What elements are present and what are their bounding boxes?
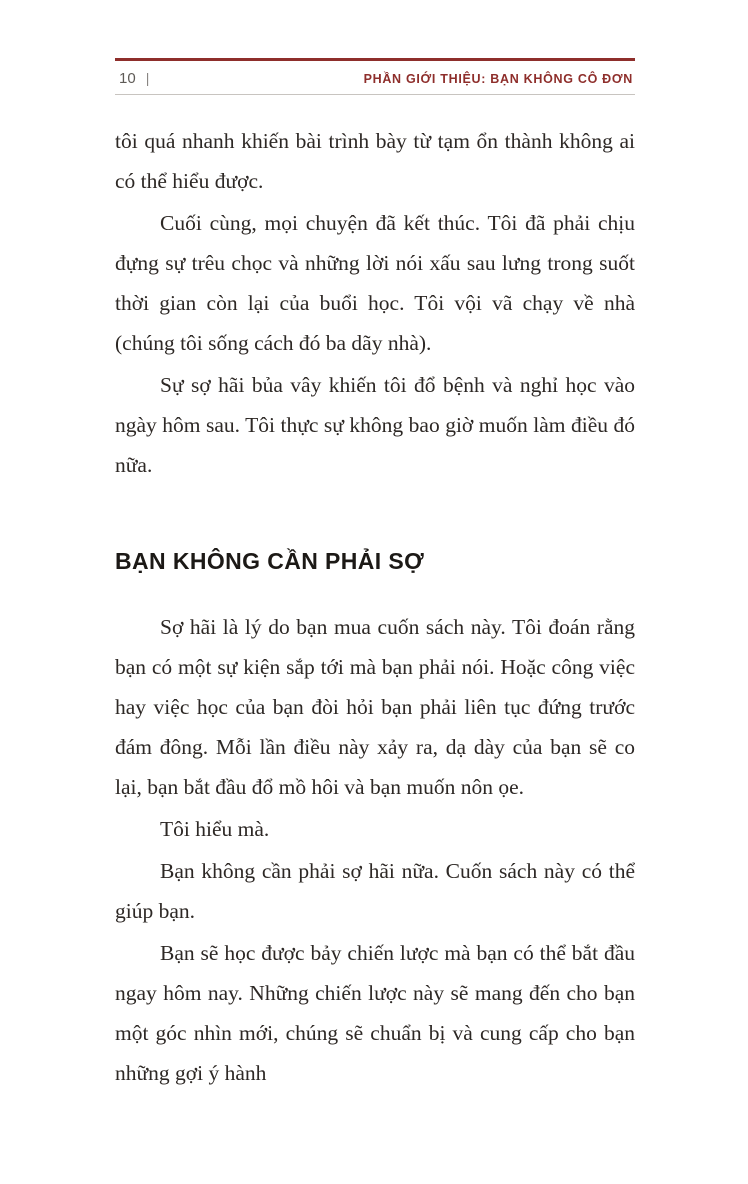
paragraph: Bạn sẽ học được bảy chiến lược mà bạn có thể bắt đầu ngay hôm nay. Những chiến lược này sẽ mang đến cho bạn một góc nhìn mới, chúng sẽ chuẩn bị và cung cấp cho bạn những gợi ý hành <box>115 941 635 1085</box>
section-heading: BẠN KHÔNG CẦN PHẢI SỢ <box>115 548 425 574</box>
paragraph: Cuối cùng, mọi chuyện đã kết thúc. Tôi đã phải chịu đựng sự trêu chọc và những lời nói xấu sau lưng trong suốt thời gian còn lại của buổi học. Tôi vội vã chạy về nhà (chúng tôi sống cách đó ba dãy nhà). <box>115 211 635 355</box>
paragraph: Sự sợ hãi bủa vây khiến tôi đổ bệnh và nghỉ học vào ngày hôm sau. Tôi thực sự không bao giờ muốn làm điều đó nữa. <box>115 373 635 477</box>
paragraph: Bạn không cần phải sợ hãi nữa. Cuốn sách này có thể giúp bạn. <box>115 859 635 923</box>
page-header <box>115 58 635 95</box>
header-bottom-rule <box>115 94 635 95</box>
running-header-title: PHẦN GIỚI THIỆU: BẠN KHÔNG CÔ ĐƠN <box>363 72 633 86</box>
paragraph: tôi quá nhanh khiến bài trình bày từ tạm ổn thành không ai có thể hiểu được. <box>115 129 635 193</box>
header-row <box>115 61 635 94</box>
page-number: 10 <box>119 70 136 87</box>
body-text <box>115 121 635 1093</box>
paragraph: Sợ hãi là lý do bạn mua cuốn sách này. Tôi đoán rằng bạn có một sự kiện sắp tới mà bạn phải nói. Hoặc công việc hay việc học của bạn đòi hỏi bạn phải liên tục đứng trước đám đông. Mỗi lần điều này xảy ra, dạ dày của bạn sẽ co lại, bạn bắt đầu đổ mồ hôi và bạn muốn nôn ọe. <box>115 615 635 799</box>
header-left <box>119 70 149 87</box>
header-separator: | <box>145 70 150 86</box>
paragraph: Tôi hiểu mà. <box>160 817 270 841</box>
